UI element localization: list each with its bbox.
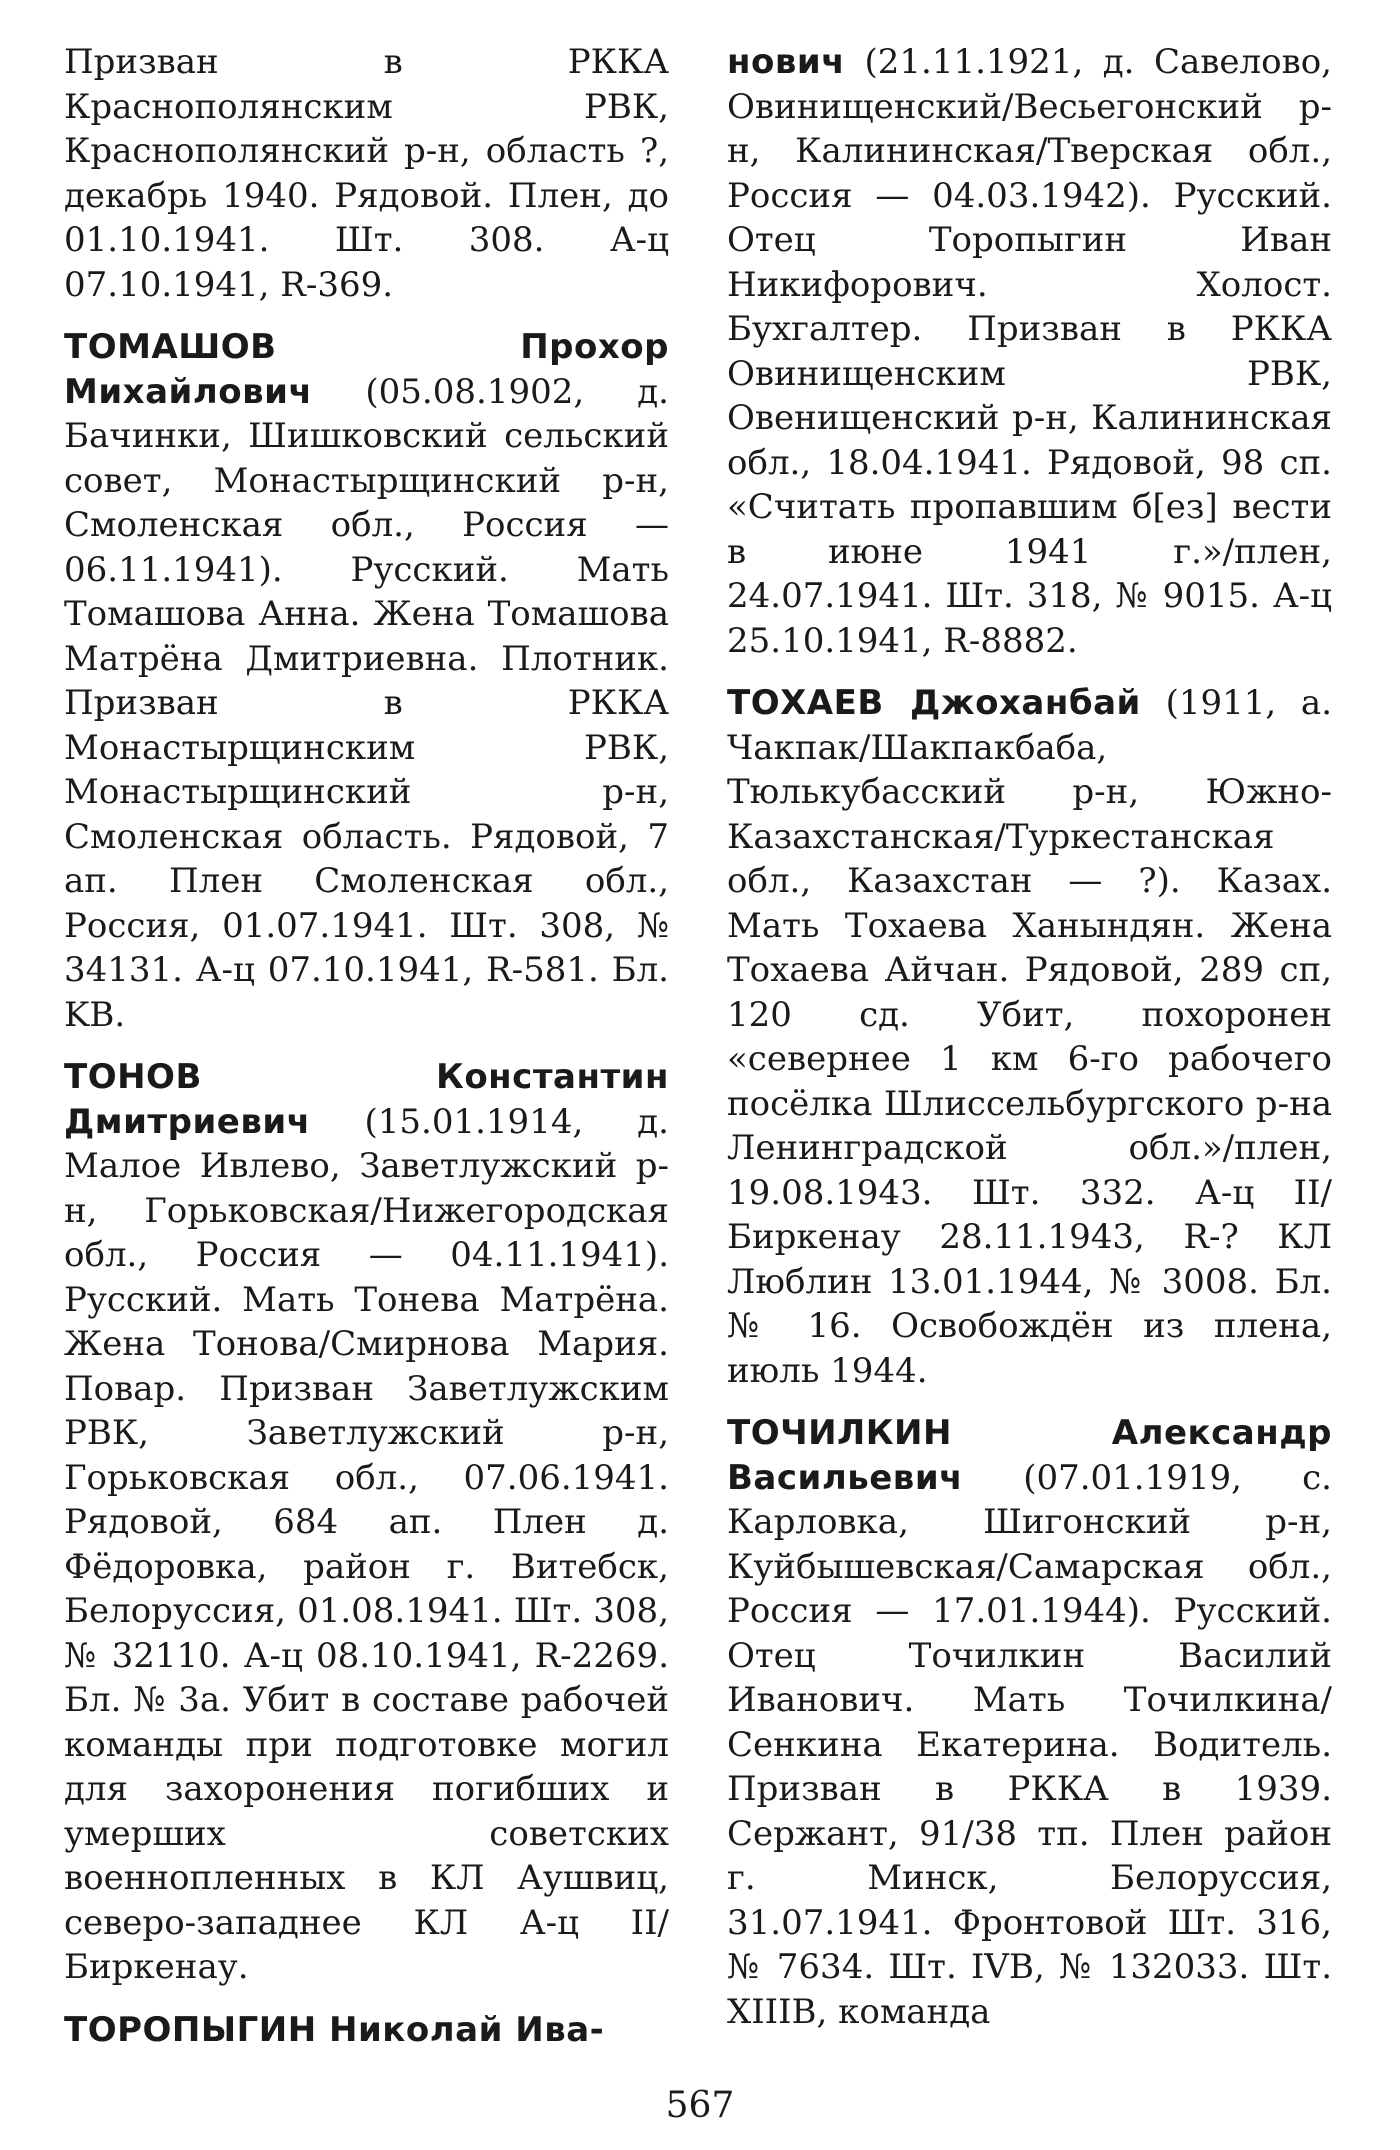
entry-name: ТОЧИЛКИН Александр Васильевич — [727, 1413, 1332, 1498]
entry-tomashov — [64, 325, 669, 1037]
entry-continuation — [64, 40, 669, 307]
left-column — [64, 40, 669, 2070]
entry-text: (1911, а. Чакпак/Шакпакбаба, Тюлькубасский р-н, Южно-Казахстанская/Туркестанская обл., Казахстан — ?). Казах. Мать Тохаева Ханындян. Жена Тохаева Айчан. Рядовой, 289 сп, 120 сд. Убит, похоронен «севернее 1 км 6-го рабочего посёлка Шлиссельбургского р-на Ленинградской обл.»/плен, 19.08.1943. Шт. 332. А-ц II/Биркенау 28.11.1943, R-? КЛ Люблин 13.01.1944, № 3008. Бл. № 16. Освобождён из плена, июль 1944. — [727, 683, 1333, 1391]
entry-toropygin-start — [64, 2008, 669, 2053]
entry-name: ТОНОВ Константин Дмитриевич — [64, 1057, 669, 1142]
entry-text: (21.11.1921, д. Савелово, Овинищенский/Весьегонский р-н, Калининская/Тверская обл., Россия — 04.03.1942). Русский. Отец Торопыгин Иван Никифорович. Холост. Бухгалтер. Призван в РККА Овинищенским РВК, Овенищенский р-н, Калининская обл., 18.04.1941. Рядовой, 98 сп. «Считать пропавшим б[ез] вести в июне 1941 г.»/плен, 24.07.1941. Шт. 318, № 9015. А-ц 25.10.1941, R-8882. — [727, 42, 1332, 661]
entry-text: (05.08.1902, д. Бачинки, Шишковский сельский совет, Монастырщинский р-н, Смоленская обл., Россия — 06.11.1941). Русский. Мать Томашова Анна. Жена Томашова Матрёна Дмитриевна. Плотник. Призван в РККА Монастырщинским РВК, Монастырщинский р-н, Смоленская область. Рядовой, 7 ап. Плен Смоленская обл., Россия, 01.07.1941. Шт. 308, № 34131. А-ц 07.10.1941, R-581. Бл. KB. — [64, 371, 669, 1035]
entry-name: ТОМАШОВ Прохор Михайлович — [64, 327, 669, 412]
entry-text: Призван в РККА Краснополянским РВК, Краснополянский р-н, область ?, декабрь 1940. Рядовой. Плен, до 01.10.1941. Шт. 308. А-ц 07.10.1941, R-369. — [64, 42, 669, 305]
entry-tokhaev — [727, 681, 1332, 1393]
page-number: 567 — [665, 2085, 735, 2126]
entry-tonov — [64, 1055, 669, 1990]
right-column — [727, 40, 1332, 2052]
entry-toropygin-cont — [727, 40, 1332, 663]
entry-text: (15.01.1914, д. Малое Ивлево, Заветлужский р-н, Горьковская/Нижегородская обл., Россия — 04.11.1941). Русский. Мать Тонева Матрёна. Жена Тонова/Смирнова Мария. Повар. Призван Заветлужским РВК, Заветлужский р-н, Горьковская обл., 07.06.1941. Рядовой, 684 ап. Плен д. Фёдоровка, район г. Витебск, Белоруссия, 01.08.1941. Шт. 308, № 32110. А-ц 08.10.1941, R-2269. Бл. № 3а. Убит в составе рабочей команды при подготовке могил для захоронения погибших и умерших советских военнопленных в КЛ Аушвиц, северо-западнее КЛ А-ц II/Биркенау. — [64, 1101, 669, 1987]
entry-tochilkin — [727, 1411, 1332, 2034]
entry-text: (07.01.1919, с. Карловка, Шигонский р-н, Куйбышевская/Самарская обл., Россия — 17.01.1944). Русский. Отец Точилкин Василий Иванович. Мать Точилкина/Сенкина Екатерина. Водитель. Призван в РККА в 1939. Сержант, 91/38 тп. Плен район г. Минск, Белоруссия, 31.07.1941. Фронтовой Шт. 316, № 7634. Шт. IVB, № 132033. Шт. XIIIB, команда — [727, 1457, 1332, 2032]
entry-name: нович — [727, 42, 846, 82]
entry-name: ТОХАЕВ Джоханбай — [727, 683, 1141, 723]
entry-name: ТОРОПЫГИН Николай Ива- — [64, 2009, 605, 2050]
